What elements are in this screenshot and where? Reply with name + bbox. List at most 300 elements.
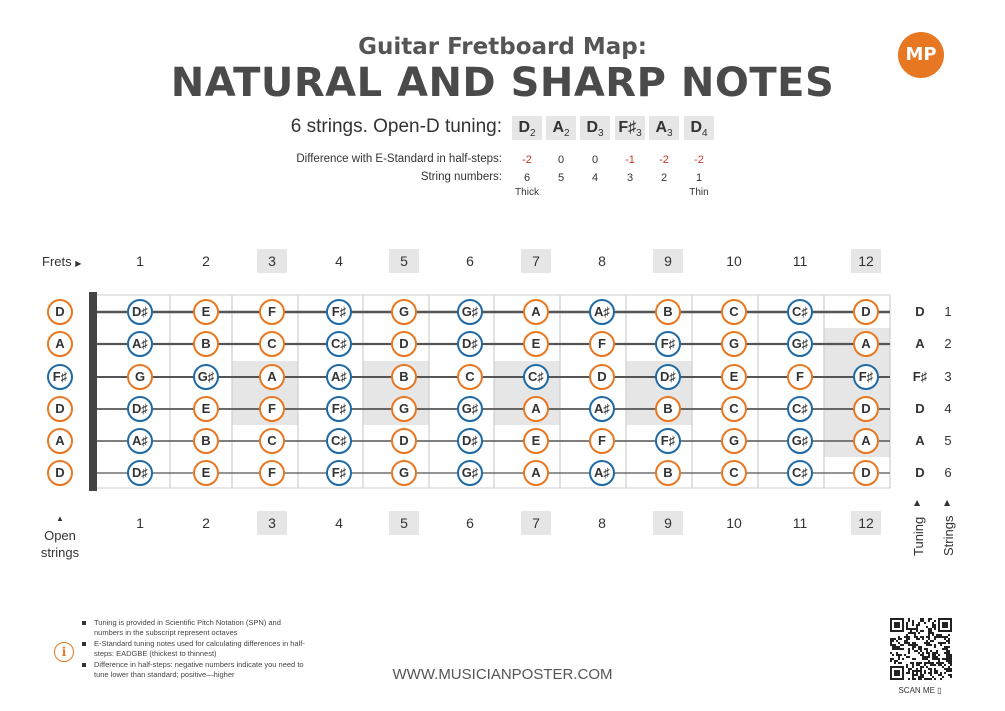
qr-module — [906, 656, 908, 658]
qr-module — [946, 660, 948, 662]
right-tuning-note: A — [915, 336, 925, 351]
fret-note[interactable]: F♯ — [326, 460, 352, 486]
qr-module — [914, 642, 916, 644]
qr-module — [922, 676, 924, 678]
fret-note[interactable]: C♯ — [787, 460, 813, 486]
qr-module — [912, 666, 914, 668]
fret-note[interactable]: G♯ — [787, 331, 813, 357]
fret-note[interactable]: F♯ — [655, 331, 681, 357]
qr-module — [926, 666, 928, 668]
fret-note[interactable]: C — [259, 331, 285, 357]
qr-module — [932, 662, 934, 664]
fret-note[interactable]: A♯ — [589, 460, 615, 486]
open-string-note[interactable]: A — [47, 331, 73, 357]
qr-module — [918, 622, 920, 624]
fret-number-top: 8 — [598, 253, 606, 269]
qr-module — [922, 666, 924, 668]
fret-note[interactable]: A — [523, 299, 549, 325]
right-string-number: 6 — [944, 465, 952, 480]
fret-note[interactable]: F — [259, 299, 285, 325]
qr-module — [918, 646, 920, 648]
footnote: Difference in half-steps: negative numbers indicate you need to tune lower than standard; positive—higher — [80, 660, 310, 680]
qr-module — [926, 636, 928, 638]
qr-module — [916, 638, 918, 640]
qr-module — [942, 658, 944, 660]
scan-label: SCAN ME ▯ — [898, 686, 942, 695]
qr-module — [926, 650, 928, 652]
fret-number-bottom: 9 — [653, 511, 683, 535]
qr-module — [908, 620, 910, 622]
qr-module — [942, 662, 944, 664]
fret-number-top: 3 — [257, 249, 287, 273]
qr-module — [916, 674, 918, 676]
right-string-number: 4 — [944, 401, 952, 416]
qr-module — [926, 658, 928, 660]
qr-module — [924, 670, 926, 672]
qr-module — [950, 656, 952, 658]
qr-code[interactable] — [890, 618, 952, 680]
qr-module — [920, 672, 922, 674]
qr-module — [892, 640, 894, 642]
right-tuning-note: F♯ — [912, 369, 928, 384]
qr-module — [948, 646, 950, 648]
fret-note[interactable]: G♯ — [457, 396, 483, 422]
qr-module — [926, 640, 928, 642]
fret-note[interactable]: C — [721, 396, 747, 422]
qr-module — [934, 668, 936, 670]
qr-module — [940, 644, 942, 646]
fret-note[interactable]: F♯ — [326, 396, 352, 422]
fret-note[interactable]: G♯ — [457, 299, 483, 325]
qr-module — [918, 662, 920, 664]
qr-module — [946, 654, 948, 656]
qr-module — [948, 662, 950, 664]
qr-module — [914, 674, 916, 676]
qr-module — [928, 644, 930, 646]
open-string-note[interactable]: A — [47, 428, 73, 454]
right-tuning-note: D — [915, 304, 925, 319]
fret-note[interactable]: D♯ — [457, 428, 483, 454]
qr-module — [918, 648, 920, 650]
qr-module — [920, 648, 922, 650]
fret-note[interactable]: C♯ — [787, 299, 813, 325]
qr-module — [908, 636, 910, 638]
fret-note[interactable]: D♯ — [127, 460, 153, 486]
fret-note[interactable]: C♯ — [326, 331, 352, 357]
qr-module — [944, 638, 946, 640]
qr-module — [922, 636, 924, 638]
open-string-note[interactable]: D — [47, 396, 73, 422]
qr-module — [932, 626, 934, 628]
qr-module — [912, 648, 914, 650]
qr-module — [928, 668, 930, 670]
fret-note[interactable]: A♯ — [589, 396, 615, 422]
fret-note[interactable]: G — [391, 396, 417, 422]
qr-module — [896, 652, 898, 654]
qr-module — [928, 620, 930, 622]
qr-module — [926, 644, 928, 646]
qr-module — [940, 636, 942, 638]
qr-module — [928, 654, 930, 656]
fret-note[interactable]: G — [127, 364, 153, 390]
fret-note[interactable]: C — [259, 428, 285, 454]
qr-module — [892, 658, 894, 660]
fret-note[interactable]: C♯ — [523, 364, 549, 390]
qr-module — [914, 646, 916, 648]
fret-note[interactable]: F♯ — [853, 364, 879, 390]
qr-module — [914, 650, 916, 652]
qr-module — [948, 658, 950, 660]
qr-module — [900, 644, 902, 646]
qr-module — [946, 646, 948, 648]
qr-module — [918, 632, 920, 634]
qr-module — [918, 676, 920, 678]
qr-module — [910, 668, 912, 670]
qr-module — [948, 668, 950, 670]
qr-module — [914, 658, 916, 660]
info-icon: i — [54, 642, 74, 662]
qr-module — [896, 640, 898, 642]
string-number: 4 — [591, 172, 599, 184]
qr-module — [922, 656, 924, 658]
qr-module — [922, 620, 924, 622]
right-tuning-note: D — [915, 401, 925, 416]
qr-module — [948, 654, 950, 656]
fret-note[interactable]: D — [853, 299, 879, 325]
fret-note[interactable]: A — [853, 428, 879, 454]
qr-module — [936, 634, 938, 636]
qr-module — [912, 678, 914, 680]
tuning-note-box: $A_3$ — [649, 116, 679, 140]
qr-module — [924, 678, 926, 680]
fret-note[interactable]: F — [589, 331, 615, 357]
tuning-note-box: $D_2$ — [512, 116, 542, 140]
fret-note[interactable]: G — [721, 428, 747, 454]
qr-module — [912, 644, 914, 646]
qr-module — [936, 662, 938, 664]
qr-module — [910, 628, 912, 630]
qr-module — [930, 644, 932, 646]
qr-module — [930, 640, 932, 642]
fret-note[interactable]: G♯ — [193, 364, 219, 390]
fret-note[interactable]: A♯ — [589, 299, 615, 325]
half-step-difference: -2 — [659, 154, 669, 166]
qr-module — [890, 652, 892, 654]
qr-module — [928, 652, 930, 654]
qr-module — [922, 674, 924, 676]
fret-number-bottom: 11 — [792, 515, 808, 531]
thin-label: Thin — [689, 187, 709, 198]
qr-module — [906, 634, 908, 636]
qr-module — [908, 618, 910, 620]
qr-module — [950, 662, 952, 664]
qr-module — [922, 654, 924, 656]
qr-module — [906, 624, 908, 626]
right-string-number: 5 — [944, 433, 952, 448]
qr-module — [944, 648, 946, 650]
fret-note[interactable]: C — [721, 299, 747, 325]
qr-module — [928, 672, 930, 674]
open-string-note[interactable]: F♯ — [47, 364, 73, 390]
qr-module — [948, 670, 950, 672]
qr-module — [940, 642, 942, 644]
fret-note[interactable]: A — [259, 364, 285, 390]
qr-module — [902, 658, 904, 660]
qr-module — [934, 678, 936, 680]
fret-note[interactable]: A♯ — [326, 364, 352, 390]
qr-module — [938, 660, 940, 662]
fret-note[interactable]: D — [391, 428, 417, 454]
qr-module — [890, 638, 892, 640]
website-link[interactable]: WWW.MUSICIANPOSTER.COM — [392, 666, 613, 683]
fret-number-bottom: 2 — [202, 515, 210, 531]
fret-note[interactable]: G♯ — [787, 428, 813, 454]
fret-note[interactable]: B — [655, 299, 681, 325]
fret-note[interactable]: F♯ — [326, 299, 352, 325]
qr-module — [940, 634, 942, 636]
frets-label: Frets ▶ — [42, 254, 82, 269]
fret-note[interactable]: E — [193, 460, 219, 486]
qr-module — [922, 638, 924, 640]
qr-module — [926, 652, 928, 654]
fret-note[interactable]: D♯ — [457, 331, 483, 357]
qr-module — [922, 630, 924, 632]
qr-module — [930, 664, 932, 666]
qr-module — [922, 618, 924, 620]
fret-note[interactable]: E — [523, 331, 549, 357]
qr-module — [910, 632, 912, 634]
string-numbers-label: String numbers: — [420, 171, 502, 183]
qr-module — [924, 672, 926, 674]
qr-module — [908, 644, 910, 646]
fret-note[interactable]: C♯ — [326, 428, 352, 454]
qr-module — [950, 670, 952, 672]
qr-module — [950, 660, 952, 662]
page-title: NATURAL AND SHARP NOTES — [170, 60, 835, 106]
qr-module — [934, 646, 936, 648]
qr-module — [930, 674, 932, 676]
fret-note[interactable]: D♯ — [127, 396, 153, 422]
string-number: 1 — [695, 172, 703, 184]
fret-note[interactable]: A — [853, 331, 879, 357]
qr-module — [920, 678, 922, 680]
fret-note[interactable]: A♯ — [127, 428, 153, 454]
qr-module — [914, 632, 916, 634]
qr-module — [946, 668, 948, 670]
qr-module — [904, 654, 906, 656]
qr-module — [894, 622, 900, 628]
fret-number-bottom: 12 — [851, 511, 881, 535]
qr-module — [934, 652, 936, 654]
strings-axis-label: Strings — [941, 515, 956, 556]
qr-module — [932, 624, 934, 626]
qr-module — [890, 640, 892, 642]
qr-module — [914, 678, 916, 680]
fret-note[interactable]: C — [457, 364, 483, 390]
fret-note[interactable]: B — [193, 428, 219, 454]
qr-module — [930, 628, 932, 630]
qr-module — [914, 634, 916, 636]
qr-module — [934, 670, 936, 672]
qr-module — [932, 652, 934, 654]
fret-note[interactable]: A — [523, 396, 549, 422]
qr-module — [936, 658, 938, 660]
qr-module — [932, 676, 934, 678]
fret-note[interactable]: A♯ — [127, 331, 153, 357]
qr-module — [946, 640, 948, 642]
fret-note[interactable]: D — [853, 460, 879, 486]
qr-module — [904, 640, 906, 642]
fret-note[interactable]: F — [787, 364, 813, 390]
qr-module — [898, 654, 900, 656]
qr-module — [912, 622, 914, 624]
qr-module — [918, 678, 920, 680]
qr-module — [938, 674, 940, 676]
qr-module — [906, 622, 908, 624]
qr-module — [934, 620, 936, 622]
qr-module — [920, 674, 922, 676]
fret-note[interactable]: E — [193, 299, 219, 325]
qr-module — [944, 668, 946, 670]
fret-note[interactable]: F♯ — [655, 428, 681, 454]
fret-note[interactable]: C♯ — [787, 396, 813, 422]
footnote: Tuning is provided in Scientific Pitch Notation (SPN) and numbers in the subscript represent octaves — [80, 618, 310, 638]
fret-note[interactable]: E — [193, 396, 219, 422]
right-string-number: 2 — [944, 336, 952, 351]
fret-note[interactable]: G — [721, 331, 747, 357]
qr-module — [912, 642, 914, 644]
qr-module — [894, 638, 896, 640]
qr-module — [948, 660, 950, 662]
string-number: 3 — [626, 172, 634, 184]
qr-module — [944, 672, 946, 674]
qr-module — [930, 672, 932, 674]
fret-note[interactable]: F — [259, 396, 285, 422]
fret-note[interactable]: B — [655, 460, 681, 486]
fret-note[interactable]: E — [721, 364, 747, 390]
qr-module — [934, 638, 936, 640]
qr-module — [932, 622, 934, 624]
qr-module — [928, 660, 930, 662]
qr-module — [912, 672, 914, 674]
qr-module — [916, 662, 918, 664]
qr-module — [936, 670, 938, 672]
fret-note[interactable]: D — [589, 364, 615, 390]
qr-module — [946, 636, 948, 638]
fret-note[interactable]: B — [193, 331, 219, 357]
fret-note[interactable]: A — [523, 460, 549, 486]
qr-module — [928, 630, 930, 632]
qr-module — [934, 672, 936, 674]
qr-module — [932, 654, 934, 656]
qr-module — [950, 668, 952, 670]
fret-note[interactable]: D — [391, 331, 417, 357]
qr-module — [928, 636, 930, 638]
fret-note[interactable]: F — [589, 428, 615, 454]
qr-module — [944, 658, 946, 660]
qr-module — [928, 678, 930, 680]
qr-module — [948, 634, 950, 636]
qr-module — [908, 672, 910, 674]
fret-note[interactable]: D♯ — [127, 299, 153, 325]
fret-number-bottom: 4 — [335, 515, 343, 531]
right-string-number: 3 — [944, 369, 952, 384]
qr-module — [892, 654, 894, 656]
half-step-difference: 0 — [557, 154, 565, 166]
qr-module — [926, 678, 928, 680]
qr-module — [892, 646, 894, 648]
qr-module — [930, 678, 932, 680]
fret-note[interactable]: G♯ — [457, 460, 483, 486]
fret-note[interactable]: E — [523, 428, 549, 454]
qr-module — [942, 642, 944, 644]
qr-module — [936, 636, 938, 638]
qr-module — [908, 652, 910, 654]
tuning-label: 6 strings. Open-D tuning: — [290, 116, 502, 137]
fret-note[interactable]: G — [391, 299, 417, 325]
open-string-note[interactable]: D — [47, 299, 73, 325]
phone-icon: ▯ — [937, 686, 942, 695]
qr-module — [918, 664, 920, 666]
qr-module — [950, 674, 952, 676]
tuning-note-box: $F♯_3$ — [615, 116, 645, 140]
qr-module — [948, 640, 950, 642]
qr-module — [894, 644, 896, 646]
qr-module — [938, 654, 940, 656]
qr-module — [908, 648, 910, 650]
triangle-up-icon: ▲ — [944, 498, 951, 507]
fret-note[interactable]: B — [655, 396, 681, 422]
open-string-note[interactable]: D — [47, 460, 73, 486]
qr-module — [930, 650, 932, 652]
qr-module — [948, 666, 950, 668]
qr-module — [908, 668, 910, 670]
qr-module — [916, 624, 918, 626]
fret-note[interactable]: D♯ — [655, 364, 681, 390]
fret-note[interactable]: D — [853, 396, 879, 422]
right-string-number: 1 — [944, 304, 952, 319]
fret-note[interactable]: F — [259, 460, 285, 486]
qr-module — [934, 654, 936, 656]
qr-module — [950, 658, 952, 660]
qr-module — [936, 656, 938, 658]
logo[interactable]: MP — [898, 32, 944, 78]
fret-number-top: 7 — [521, 249, 551, 273]
fret-note[interactable]: C — [721, 460, 747, 486]
qr-module — [934, 658, 936, 660]
fret-note[interactable]: B — [391, 364, 417, 390]
qr-module — [924, 642, 926, 644]
qr-module — [948, 656, 950, 658]
qr-module — [898, 638, 900, 640]
qr-module — [896, 660, 898, 662]
qr-module — [946, 652, 948, 654]
qr-module — [900, 648, 902, 650]
open-strings-label: ▲ Open strings — [30, 510, 90, 561]
qr-module — [938, 664, 940, 666]
qr-module — [924, 656, 926, 658]
qr-module — [916, 628, 918, 630]
tuning-note-box: $D_4$ — [684, 116, 714, 140]
qr-module — [916, 664, 918, 666]
qr-module — [930, 662, 932, 664]
fret-note[interactable]: G — [391, 460, 417, 486]
qr-module — [924, 648, 926, 650]
qr-module — [918, 670, 920, 672]
qr-module — [898, 662, 900, 664]
qr-module — [910, 644, 912, 646]
qr-module — [914, 636, 916, 638]
